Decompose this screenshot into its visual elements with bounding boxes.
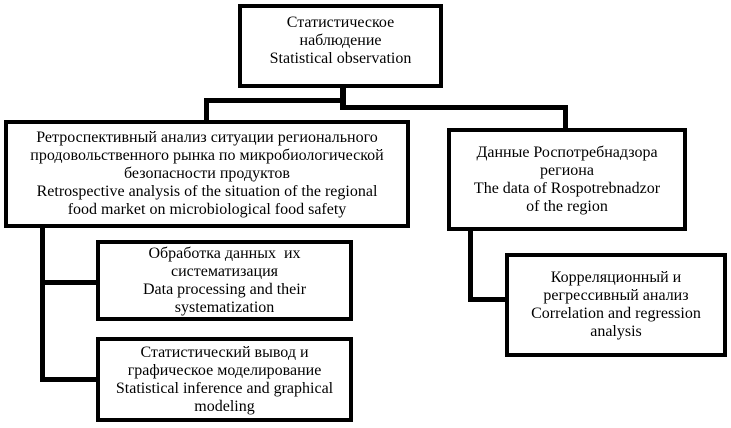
node-text-line: Данные Роспотребнадзора [476, 143, 658, 161]
node-text-line: графическое моделирование [127, 361, 322, 379]
connector-to-statistical-inference [40, 377, 98, 382]
node-text-line: региона [540, 161, 594, 179]
node-data-processing [96, 240, 353, 321]
node-text-line: of the region [526, 197, 608, 215]
connector-retrospective-down [40, 226, 45, 382]
node-text-line: безопасности продуктов [124, 165, 290, 182]
node-text-line: Ретроспективный анализ ситуации регионального [36, 129, 378, 146]
node-text-line: Statistical inference and graphical [115, 379, 334, 397]
node-text-line: продовольственного рынка по микробиологической [30, 147, 384, 164]
node-text-line: modeling [194, 397, 255, 415]
node-correlation-regression [505, 253, 727, 357]
node-text-line: Correlation and regression [531, 305, 701, 322]
node-text-line: систематизация [170, 262, 279, 280]
node-text-line: Статистический вывод и [140, 343, 309, 361]
node-text-line: Корреляционный и [550, 269, 682, 286]
node-statistical-observation [238, 4, 443, 88]
connector-to-correlation [468, 297, 508, 302]
node-text-line: Data processing and their [142, 280, 307, 298]
connector-left-branch-horizontal [204, 98, 346, 103]
connector-to-data-processing [40, 280, 98, 285]
connector-right-branch-horizontal [340, 105, 568, 110]
node-statistical-inference [96, 337, 353, 422]
node-text-line: регрессивный анализ [543, 287, 689, 304]
node-text-line: analysis [590, 323, 642, 340]
node-rospotrebnadzor-data [447, 128, 687, 231]
node-text-line: Retrospective analysis of the situation of the regional [36, 183, 378, 200]
node-text-line: food market on microbiological food safety [67, 201, 347, 218]
node-text-line: Статистическое [286, 14, 395, 31]
node-text-line: Обработка данных их [148, 244, 301, 262]
node-text-line: Statistical observation [269, 50, 412, 67]
connector-rospotrebnadzor-down [468, 229, 473, 302]
node-text-line: наблюдение [299, 32, 382, 49]
node-retrospective-analysis [4, 120, 410, 228]
node-text-line: systematization [174, 298, 275, 316]
node-text-line: The data of Rospotrebnadzor [473, 179, 661, 197]
